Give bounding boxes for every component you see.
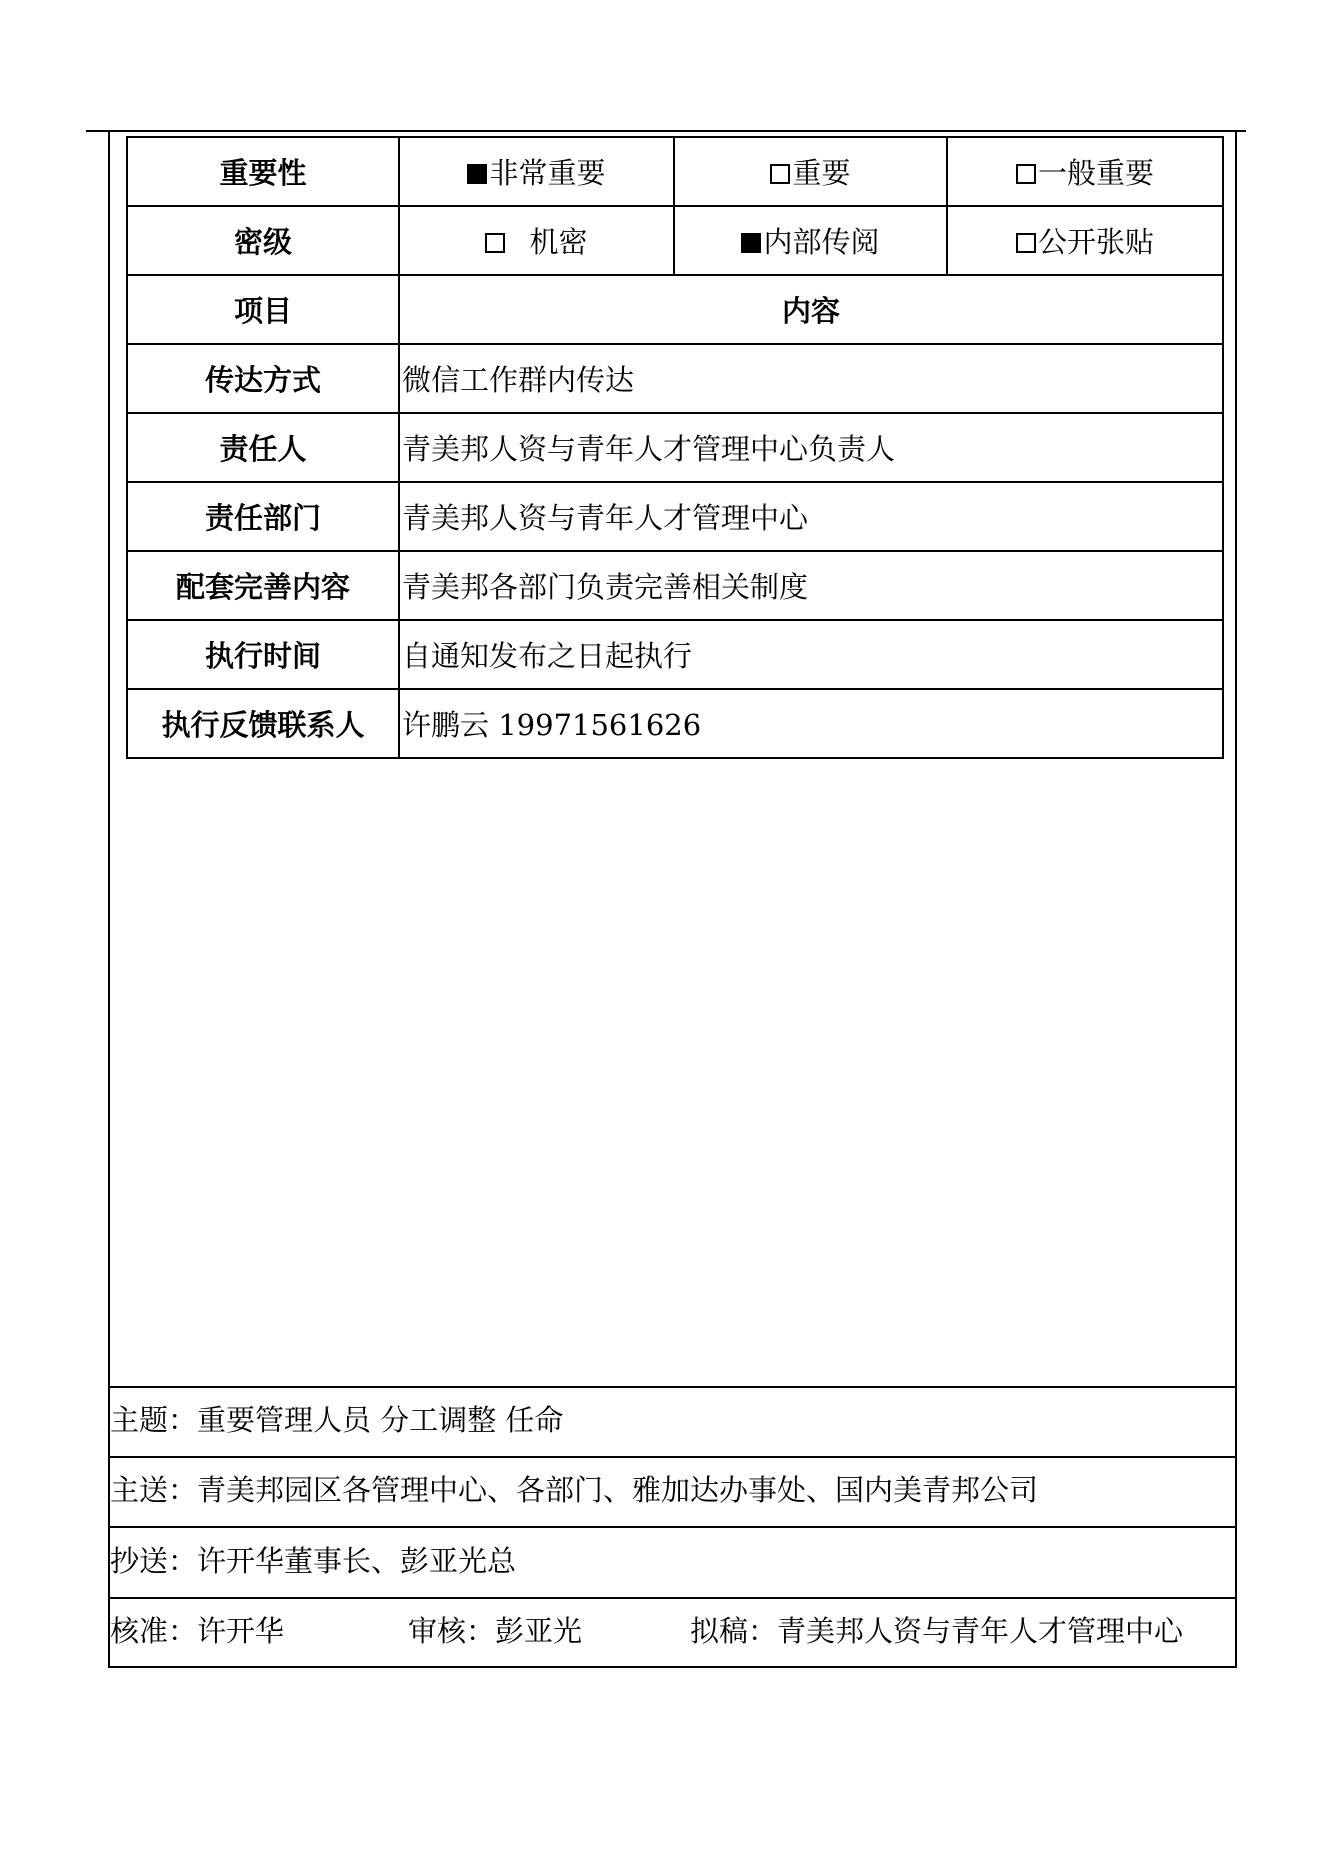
checkbox-empty-icon: [1016, 233, 1036, 253]
table-row: [127, 689, 1223, 758]
checkbox-checked-icon: [467, 164, 487, 184]
importance-label: 重要性: [127, 137, 399, 206]
footer-divider: [108, 1456, 1237, 1458]
row-label: 责任部门: [127, 482, 399, 551]
checkbox-empty-icon: [1016, 164, 1036, 184]
table-row: [127, 413, 1223, 482]
option-label: 机密: [529, 225, 588, 259]
option-label: 非常重要: [489, 156, 606, 190]
importance-row: [127, 137, 1223, 206]
checkbox-empty-icon: [770, 164, 790, 184]
row-value: 青美邦人资与青年人才管理中心负责人: [399, 413, 1223, 482]
option-label: 一般重要: [1037, 156, 1154, 190]
checkbox-empty-icon: [485, 233, 505, 253]
info-table: [126, 136, 1224, 759]
secrecy-row: [127, 206, 1223, 275]
row-label: 执行反馈联系人: [127, 689, 399, 758]
table-row: [127, 620, 1223, 689]
footer-cc: 抄送：许开华董事长、彭亚光总: [110, 1544, 517, 1578]
importance-option-very-important[interactable]: [399, 137, 674, 206]
table-row: [127, 482, 1223, 551]
row-value: 青美邦人资与青年人才管理中心: [399, 482, 1223, 551]
footer-reviewer: 审核：彭亚光: [408, 1614, 583, 1648]
importance-option-general[interactable]: [947, 137, 1223, 206]
footer-subject: 主题：重要管理人员 分工调整 任命: [110, 1403, 564, 1437]
row-label: 责任人: [127, 413, 399, 482]
footer-drafter: 拟稿：青美邦人资与青年人才管理中心: [690, 1614, 1184, 1648]
option-label: 内部传阅: [763, 225, 880, 259]
footer-divider: [108, 1526, 1237, 1528]
table-row: [127, 344, 1223, 413]
footer-approver: 核准：许开华: [110, 1614, 285, 1648]
footer-divider: [108, 1386, 1237, 1388]
row-value: 微信工作群内传达: [399, 344, 1223, 413]
row-value: 自通知发布之日起执行: [399, 620, 1223, 689]
header-item: 项目: [127, 275, 399, 344]
importance-option-important[interactable]: [674, 137, 947, 206]
row-value: 青美邦各部门负责完善相关制度: [399, 551, 1223, 620]
table-row: [127, 551, 1223, 620]
header-content: 内容: [399, 275, 1223, 344]
row-label: 传达方式: [127, 344, 399, 413]
footer-main-recipients: 主送：青美邦园区各管理中心、各部门、雅加达办事处、国内美青邦公司: [110, 1473, 1039, 1507]
row-label: 执行时间: [127, 620, 399, 689]
option-label: 公开张贴: [1037, 225, 1154, 259]
secrecy-option-public[interactable]: [947, 206, 1223, 275]
footer-divider: [108, 1597, 1237, 1599]
checkbox-checked-icon: [741, 233, 761, 253]
row-label: 配套完善内容: [127, 551, 399, 620]
secrecy-option-confidential[interactable]: [399, 206, 674, 275]
row-value: 许鹏云 19971561626: [399, 689, 1223, 758]
table-header-row: [127, 275, 1223, 344]
secrecy-option-internal[interactable]: [674, 206, 947, 275]
option-label: 重要: [792, 156, 851, 190]
secrecy-label: 密级: [127, 206, 399, 275]
